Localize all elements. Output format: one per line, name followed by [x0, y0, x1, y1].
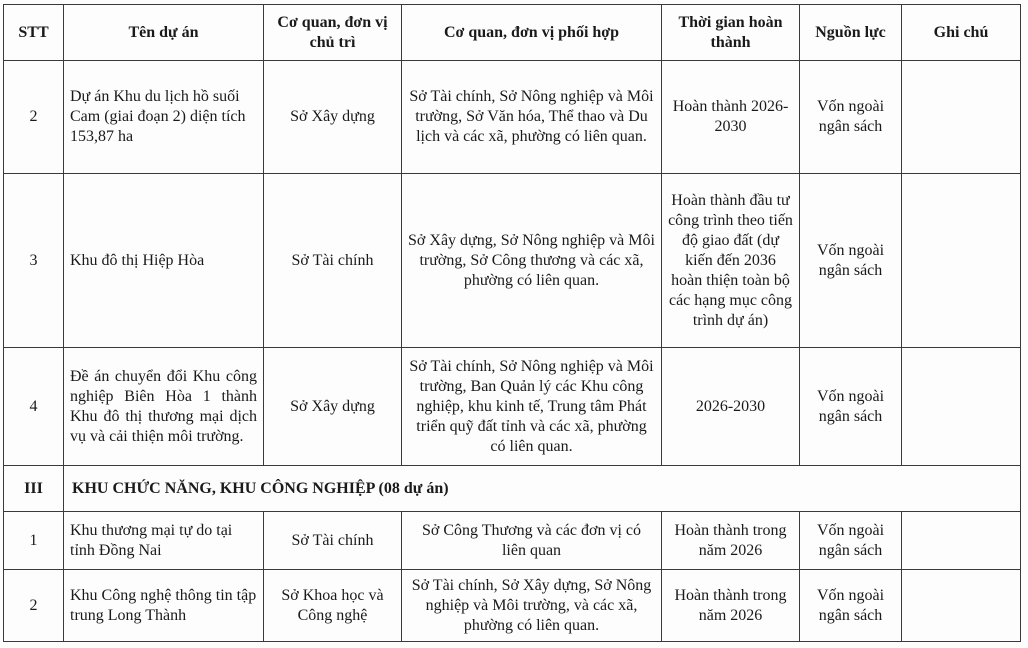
- header-lead-agency: Cơ quan, đơn vị chủ trì: [264, 5, 402, 61]
- header-coordinating-agency: Cơ quan, đơn vị phối hợp: [402, 5, 662, 61]
- row-project-name: Đề án chuyển đổi Khu công nghiệp Biên Hòa 1 thành Khu đô thị thương mại dịch vụ và cải thiện môi trường.: [64, 348, 264, 466]
- table-row: [4, 174, 1021, 348]
- row-stt: 4: [4, 348, 64, 466]
- section-stt: III: [4, 466, 64, 512]
- row-project-name: Khu đô thị Hiệp Hòa: [64, 174, 264, 348]
- row-lead-agency: Sở Khoa học và Công nghệ: [264, 570, 402, 642]
- table-header-row: [4, 5, 1021, 61]
- row-project-name: Khu Công nghệ thông tin tập trung Long Thành: [64, 570, 264, 642]
- section-title: KHU CHỨC NĂNG, KHU CÔNG NGHIỆP (08 dự án): [64, 466, 1021, 512]
- header-resource: Nguồn lực: [800, 5, 902, 61]
- header-stt: STT: [4, 5, 64, 61]
- row-note: [902, 174, 1021, 348]
- row-coordinating-agency: Sở Xây dựng, Sở Nông nghiệp và Môi trường, Sở Công thương và các xã, phường có liên quan.: [402, 174, 662, 348]
- table-row: [4, 570, 1021, 642]
- project-table: [3, 4, 1021, 642]
- row-stt: 2: [4, 570, 64, 642]
- row-coordinating-agency: Sở Tài chính, Sở Xây dựng, Sở Nông nghiệp và Môi trường, và các xã, phường có liên quan.: [402, 570, 662, 642]
- row-lead-agency: Sở Xây dựng: [264, 61, 402, 174]
- row-resource: Vốn ngoài ngân sách: [800, 174, 902, 348]
- row-coordinating-agency: Sở Tài chính, Sở Nông nghiệp và Môi trường, Ban Quản lý các Khu công nghiệp, khu kinh tế, Trung tâm Phát triển quỹ đất tỉnh và các xã, phường có liên quan.: [402, 348, 662, 466]
- row-note: [902, 512, 1021, 570]
- table-row: [4, 512, 1021, 570]
- row-deadline: Hoàn thành đầu tư công trình theo tiến độ giao đất (dự kiến đến 2036 hoàn thiện toàn bộ các hạng mục công trình dự án): [662, 174, 800, 348]
- row-resource: Vốn ngoài ngân sách: [800, 570, 902, 642]
- row-deadline: Hoàn thành 2026-2030: [662, 61, 800, 174]
- section-row: [4, 466, 1021, 512]
- row-resource: Vốn ngoài ngân sách: [800, 512, 902, 570]
- header-project-name: Tên dự án: [64, 5, 264, 61]
- row-note: [902, 348, 1021, 466]
- row-lead-agency: Sở Tài chính: [264, 174, 402, 348]
- row-coordinating-agency: Sở Tài chính, Sở Nông nghiệp và Môi trường, Sở Văn hóa, Thể thao và Du lịch và các xã, phường có liên quan.: [402, 61, 662, 174]
- header-note: Ghi chú: [902, 5, 1021, 61]
- row-note: [902, 570, 1021, 642]
- table-row: [4, 61, 1021, 174]
- row-stt: 3: [4, 174, 64, 348]
- row-deadline: Hoàn thành trong năm 2026: [662, 570, 800, 642]
- row-resource: Vốn ngoài ngân sách: [800, 348, 902, 466]
- row-deadline: Hoàn thành trong năm 2026: [662, 512, 800, 570]
- row-deadline: 2026-2030: [662, 348, 800, 466]
- table-row: [4, 348, 1021, 466]
- row-project-name: Dự án Khu du lịch hồ suối Cam (giai đoạn 2) diện tích 153,87 ha: [64, 61, 264, 174]
- row-stt: 1: [4, 512, 64, 570]
- row-resource: Vốn ngoài ngân sách: [800, 61, 902, 174]
- header-deadline: Thời gian hoàn thành: [662, 5, 800, 61]
- row-note: [902, 61, 1021, 174]
- row-stt: 2: [4, 61, 64, 174]
- row-project-name: Khu thương mại tự do tại tỉnh Đồng Nai: [64, 512, 264, 570]
- row-coordinating-agency: Sở Công Thương và các đơn vị có liên quan: [402, 512, 662, 570]
- row-lead-agency: Sở Tài chính: [264, 512, 402, 570]
- row-lead-agency: Sở Xây dựng: [264, 348, 402, 466]
